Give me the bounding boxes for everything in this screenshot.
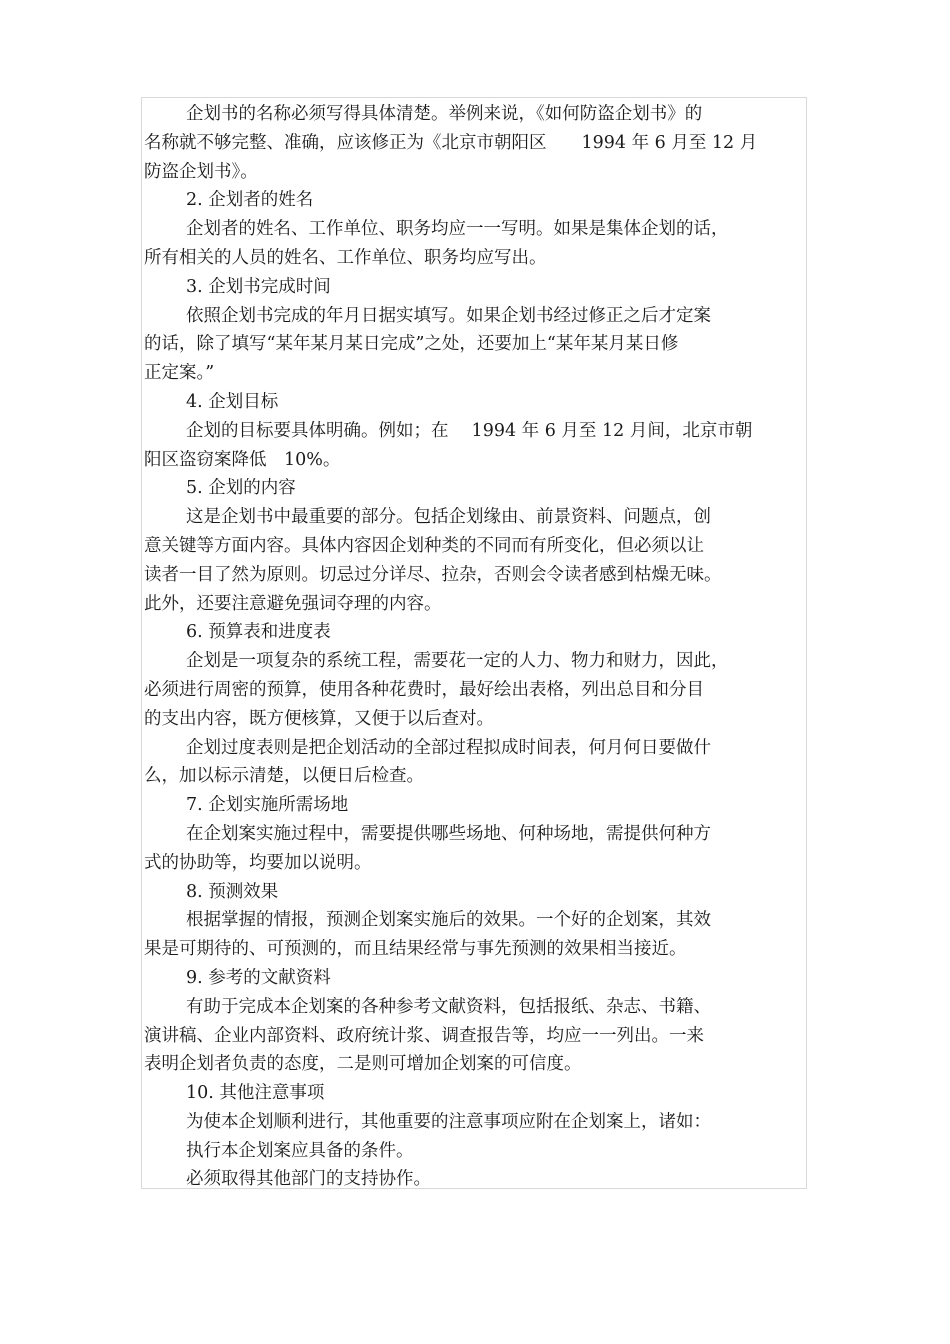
section-heading: 6. 预算表和进度表	[186, 622, 331, 643]
paragraph-line: 企划者的姓名、工作单位、职务均应一一写明。如果是集体企划的话，	[186, 219, 729, 240]
paragraph-line: 名称就不够完整、准确，应该修正为《北京市朝阳区 1994 年 6 月至 12 月	[144, 132, 758, 153]
paragraph-line: 防盗企划书》。	[144, 161, 258, 182]
section-heading: 10. 其他注意事项	[186, 1083, 325, 1104]
section-heading: 7. 企划实施所需场地	[186, 795, 349, 816]
paragraph-line: 果是可期待的、可预测的，而且结果经常与事先预测的效果相当接近。	[144, 939, 687, 960]
paragraph-line: 执行本企划案应具备的条件。	[186, 1140, 414, 1161]
paragraph-line: 表明企划者负责的态度，二是则可增加企划案的可信度。	[144, 1054, 582, 1075]
paragraph-line: 的话，除了填写“某年某月某日完成”之处，还要加上“某年某月某日修	[144, 334, 679, 355]
section-heading: 4. 企划目标	[186, 391, 279, 412]
paragraph-line: 的支出内容，既方便核算，又便于以后查对。	[144, 708, 494, 729]
section-heading: 8. 预测效果	[186, 881, 279, 902]
paragraph-line: 这是企划书中最重要的部分。包括企划缘由、前景资料、问题点，创	[186, 507, 711, 528]
section-heading: 5. 企划的内容	[186, 478, 296, 499]
paragraph-line: 有助于完成本企划案的各种参考文献资料，包括报纸、杂志、书籍、	[186, 996, 711, 1017]
paragraph-line: 企划的目标要具体明确。例如；在 1994 年 6 月至 12 月间，北京市朝	[186, 420, 753, 441]
paragraph-line: 企划过度表则是把企划活动的全部过程拟成时间表，何月何日要做什	[186, 737, 711, 758]
paragraph-line: 根据掌握的情报，预测企划案实施后的效果。一个好的企划案，其效	[186, 910, 711, 931]
paragraph-line: 此外，还要注意避免强词夺理的内容。	[144, 593, 442, 614]
paragraph-line: 必须取得其他部门的支持协作。	[186, 1169, 431, 1190]
paragraph-line: 么，加以标示清楚，以便日后检查。	[144, 766, 424, 787]
paragraph-line: 读者一目了然为原则。切忌过分详尽、拉杂，否则会令读者感到枯燥无味。	[144, 564, 722, 585]
section-heading: 3. 企划书完成时间	[186, 276, 331, 297]
document-body	[144, 100, 804, 1194]
paragraph-line: 在企划案实施过程中，需要提供哪些场地、何种场地，需提供何种方	[186, 823, 711, 844]
paragraph-line: 必须进行周密的预算，使用各种花费时，最好绘出表格，列出总目和分目	[144, 679, 704, 700]
paragraph-line: 企划是一项复杂的系统工程，需要花一定的人力、物力和财力，因此，	[186, 651, 729, 672]
paragraph-line: 意关键等方面内容。具体内容因企划种类的不同而有所变化，但必须以让	[144, 535, 704, 556]
paragraph-line: 正定案。”	[144, 363, 215, 384]
paragraph-line: 为使本企划顺利进行，其他重要的注意事项应附在企划案上，诸如：	[186, 1111, 711, 1132]
paragraph-line: 依照企划书完成的年月日据实填写。如果企划书经过修正之后才定案	[186, 305, 711, 326]
paragraph-line: 阳区盗窃案降低 10%。	[144, 449, 341, 470]
paragraph-line: 企划书的名称必须写得具体清楚。举例来说，《如何防盗企划书》的	[186, 104, 703, 124]
paragraph-line: 所有相关的人员的姓名、工作单位、职务均应写出。	[144, 247, 547, 268]
paragraph-line: 式的协助等，均要加以说明。	[144, 852, 372, 873]
section-heading: 9. 参考的文献资料	[186, 967, 331, 988]
paragraph-line: 演讲稿、企业内部资料、政府统计浆、调查报告等，均应一一列出。一来	[144, 1025, 704, 1046]
section-heading: 2. 企划者的姓名	[186, 190, 314, 211]
